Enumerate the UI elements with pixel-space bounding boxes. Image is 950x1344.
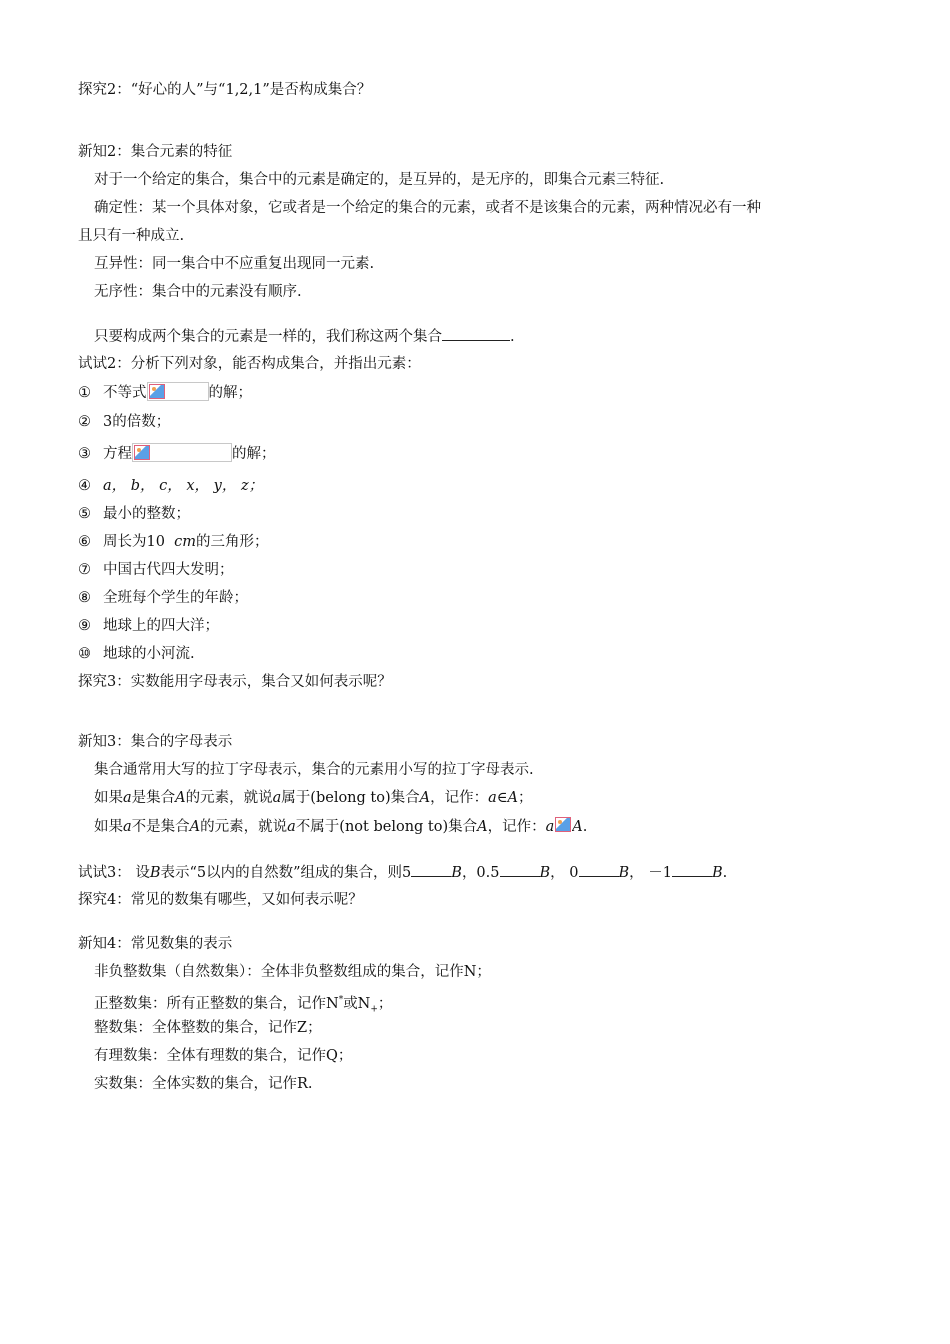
text: ， －1 [629, 865, 672, 881]
explore-4: 探究4：常见的数集有哪些，又如何表示呢？ [78, 892, 363, 908]
item-number: ① [78, 385, 91, 401]
item-text: 3的倍数； [103, 414, 171, 430]
unorderedness: 无序性：集合中的元素没有顺序. [94, 284, 302, 300]
item-text: 中国古代四大发明； [103, 562, 234, 578]
broken-image-icon [132, 443, 232, 462]
item-number: ⑦ [78, 562, 91, 578]
list-item [78, 588, 248, 608]
var: B [539, 865, 551, 881]
item-unit: cm [174, 534, 197, 550]
text: ，记作： [430, 790, 489, 806]
var: B [618, 865, 630, 881]
answer-blank[interactable] [500, 862, 540, 877]
text: 是集合 [131, 790, 176, 806]
not-belongs-to-line [94, 816, 587, 837]
text: . [582, 819, 588, 835]
var: A [175, 790, 186, 806]
text: ； [377, 995, 393, 1012]
item-text: 不等式 [103, 385, 147, 401]
explore-3: 探究3：实数能用字母表示，集合又如何表示呢？ [78, 674, 392, 690]
var: A [189, 819, 201, 835]
belongs-to-line [94, 788, 532, 808]
text: . [722, 865, 728, 881]
item-number: ⑧ [78, 590, 91, 606]
item-text: 的解； [208, 385, 252, 401]
var: B [149, 865, 161, 881]
broken-image-icon [554, 816, 572, 835]
definiteness-line-1: 确定性：某一个具体对象，它或者是一个给定的集合的元素，或者不是该集合的元素，两种情况必有一种 [94, 200, 761, 216]
broken-image-icon [147, 382, 209, 401]
positive-integers [94, 990, 392, 1020]
item-text: 最小的整数； [103, 506, 190, 522]
answer-blank[interactable] [411, 862, 451, 877]
var: a [123, 819, 132, 835]
new-knowledge-2-heading: 新知2：集合元素的特征 [78, 144, 233, 160]
item-number: ③ [78, 446, 91, 462]
list-item [78, 616, 219, 636]
var: B [712, 865, 723, 881]
var: A [419, 790, 431, 806]
text: 的元素，就说 [185, 790, 273, 806]
list-item [78, 532, 269, 552]
item-text: 方程 [103, 446, 132, 462]
list-item [78, 443, 276, 464]
text: 正整数集：所有正整数的集合，记作N [94, 995, 339, 1012]
integers: 整数集：全体整数的集合，记作Z； [94, 1020, 322, 1036]
item-text: 周长为10 [103, 534, 165, 550]
item-text: 的三角形； [196, 534, 269, 550]
definiteness-line-2: 且只有一种成立. [78, 228, 185, 244]
equal-sets-text: 只要构成两个集合的元素是一样的，我们称这两个集合 [94, 329, 442, 345]
item-text: 地球的小河流. [103, 646, 195, 662]
distinctness: 互异性：同一集合中不应重复出现同一元素. [94, 256, 375, 272]
list-item [78, 382, 252, 403]
var: a [123, 790, 132, 806]
superscript: * [338, 995, 344, 1005]
explore-2: 探究2：“好心的人”与“1,2,1”是否构成集合？ [78, 82, 372, 98]
var: A [572, 819, 583, 835]
item-text: 地球上的四大洋； [103, 618, 219, 634]
list-item [78, 644, 195, 664]
text: 不是集合 [131, 819, 190, 835]
text: ，0.5 [461, 865, 500, 881]
text: 如果 [94, 790, 123, 806]
item-text: a， b， c， x， y， z； [103, 478, 264, 494]
rationals: 有理数集：全体有理数的集合，记作Q； [94, 1048, 353, 1064]
item-number: ⑥ [78, 534, 91, 550]
item-number: ⑤ [78, 506, 91, 522]
text: 不属于(not belong to)集合 [295, 819, 478, 835]
list-item [78, 560, 234, 580]
answer-blank[interactable] [442, 326, 510, 341]
text: ，记作： [487, 819, 546, 835]
text: 的元素，就说 [200, 819, 288, 835]
text: ， 0 [550, 865, 579, 881]
try-2-heading: 试试2：分析下列对象，能否构成集合，并指出元素： [78, 356, 421, 372]
text: ； [517, 790, 533, 806]
new-knowledge-3-heading: 新知3：集合的字母表示 [78, 734, 233, 750]
item-number: ② [78, 414, 91, 430]
text: 如果 [94, 819, 123, 835]
text: 表示“5以内的自然数”组成的集合，则5 [160, 865, 412, 881]
item-number: ⑨ [78, 618, 91, 634]
element-features-intro: 对于一个给定的集合，集合中的元素是确定的，是互异的，是无序的，即集合元素三特征. [94, 172, 665, 188]
item-text: 的解； [232, 446, 276, 462]
answer-blank[interactable] [579, 862, 619, 877]
text: 或N [343, 995, 371, 1012]
text: 试试3： 设 [78, 865, 150, 881]
natural-numbers: 非负整数集（自然数集）：全体非负整数组成的集合，记作N； [94, 964, 491, 980]
var: a [272, 790, 282, 806]
list-item [78, 504, 190, 524]
reals: 实数集：全体实数的集合，记作R. [94, 1076, 313, 1092]
try-3-line [78, 862, 727, 883]
var: a [545, 819, 555, 835]
equal-sets-fill [94, 326, 515, 347]
item-number: ⑩ [78, 646, 91, 662]
period: . [510, 329, 515, 345]
letter-notation-intro: 集合通常用大写的拉丁字母表示，集合的元素用小写的拉丁字母表示. [94, 762, 534, 778]
subscript: + [370, 1004, 378, 1015]
new-knowledge-4-heading: 新知4：常见数集的表示 [78, 936, 233, 952]
list-item [78, 476, 263, 496]
var: A [477, 819, 488, 835]
item-number: ④ [78, 478, 91, 494]
list-item [78, 412, 170, 432]
var: B [451, 865, 462, 881]
text: 属于(belong to)集合 [281, 790, 420, 806]
var: a [287, 819, 296, 835]
item-text: 全班每个学生的年龄； [103, 590, 248, 606]
formula: a∈A [488, 790, 518, 806]
answer-blank[interactable] [672, 862, 712, 877]
